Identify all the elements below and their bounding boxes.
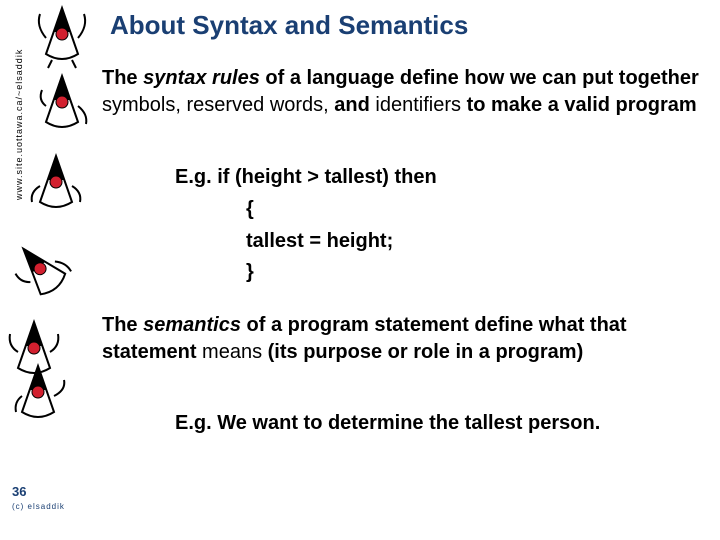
semantics-example <box>175 410 600 437</box>
copyright-notice: (c) elsaddik <box>12 502 65 511</box>
java-duke-mascot-icon <box>32 2 92 72</box>
text-run: symbols, reserved words, <box>102 94 329 116</box>
page-number: 36 <box>12 484 27 499</box>
semantics-term: semantics <box>143 314 241 336</box>
syntax-paragraph <box>102 65 702 119</box>
java-duke-mascot-icon <box>12 236 72 306</box>
syntax-example-line: E.g. if (height > tallest) then <box>175 166 437 188</box>
code-open-brace: { <box>246 198 254 220</box>
text-run: The <box>102 67 144 89</box>
text-run: of a language define how we can put together <box>259 67 699 89</box>
slide-title: About Syntax and Semantics <box>110 10 469 40</box>
java-duke-mascot-icon <box>26 150 86 220</box>
text-run: of a program statement define what that statement <box>102 314 627 363</box>
text-run: identifiers <box>369 94 462 116</box>
text-run: (its purpose or role in a program) <box>262 341 584 363</box>
text-run: The <box>102 314 144 336</box>
text-run: E.g. We want to determine the tallest person <box>175 412 595 434</box>
java-duke-mascot-icon <box>8 360 68 430</box>
text-run: and <box>328 94 370 116</box>
text-run: means <box>196 341 263 363</box>
sidebar <box>0 0 95 540</box>
site-url: www.site.uottawa.ca/~elsaddik <box>14 48 24 200</box>
code-assignment: tallest = height; <box>246 230 394 252</box>
code-close-brace: } <box>246 261 254 283</box>
syntax-rules-term: syntax rules <box>143 67 260 89</box>
semantics-paragraph <box>102 312 702 366</box>
java-duke-mascot-icon <box>32 70 92 140</box>
text-run: . <box>594 412 601 434</box>
text-run: to make a valid program <box>461 94 697 116</box>
